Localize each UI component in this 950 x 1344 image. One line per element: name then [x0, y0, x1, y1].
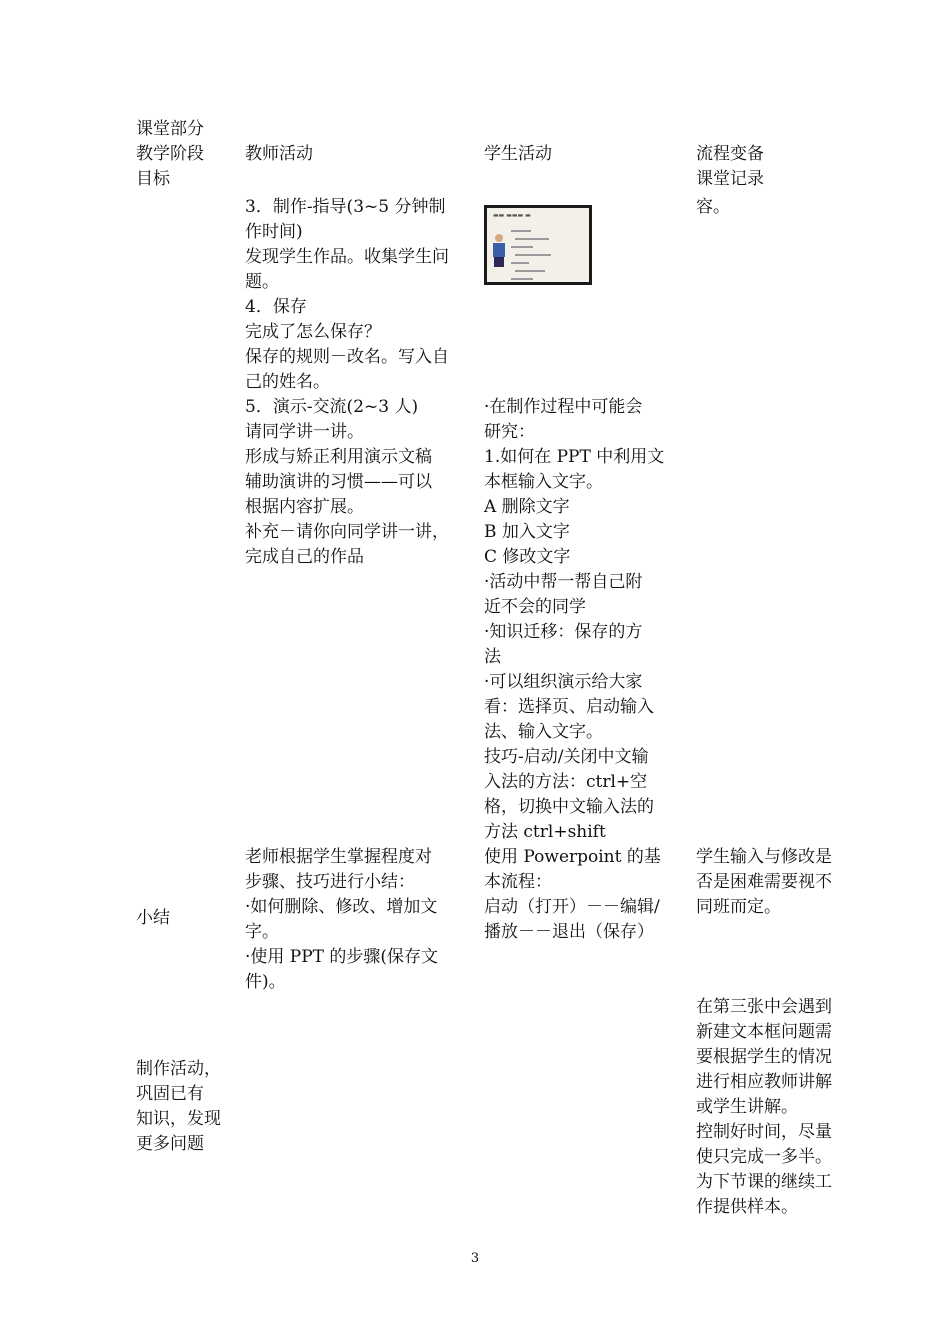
text-line: 知识，发现: [136, 1109, 221, 1129]
text-line: 本流程：: [484, 872, 552, 892]
text-line: 老师根据学生掌握程度对: [245, 847, 432, 867]
text-line: 根据内容扩展。: [245, 497, 364, 517]
row2-note: [696, 845, 856, 920]
text-line: 题。: [245, 272, 279, 292]
text-line: 为下节课的继续工: [696, 1172, 832, 1192]
text-line: 3．制作-指导(3~5 分钟制: [245, 197, 446, 217]
text-line: 本框输入文字。: [484, 472, 603, 492]
row1-student-activity: [484, 395, 684, 845]
text-line: 小结: [136, 908, 170, 928]
text-line: 否是困难需要视不: [696, 872, 832, 892]
text-line: 方法 ctrl+shift: [484, 822, 606, 842]
text-line: 作提供样本。: [696, 1197, 798, 1217]
text-line: 同班而定。: [696, 897, 781, 917]
text-line: 发现学生作品。收集学生问: [245, 247, 449, 267]
row3-stage-goal: [136, 1057, 236, 1157]
text-line: 教师活动: [245, 144, 313, 164]
header-student-activity: [484, 142, 684, 167]
text-line: 或学生讲解。: [696, 1097, 798, 1117]
row2-student-activity: [484, 845, 684, 945]
text-line: 容。: [696, 197, 730, 217]
text-line: 形成与矫正利用演示文稿: [245, 447, 432, 467]
text-line: 件)。: [245, 972, 286, 992]
text-line: 课堂记录: [696, 169, 764, 189]
text-line: 法、输入文字。: [484, 722, 603, 742]
text-line: 要根据学生的情况: [696, 1047, 832, 1067]
text-line: 巩固已有: [136, 1084, 204, 1104]
text-line: 控制好时间，尽量: [696, 1122, 832, 1142]
text-line: 补充－请你向同学讲一讲，: [245, 522, 449, 542]
text-line: 进行相应教师讲解: [696, 1072, 832, 1092]
text-line: 4．保存: [245, 297, 307, 317]
text-line: ·如何删除、修改、增加文: [245, 897, 438, 917]
row1-teacher-activity: [245, 195, 475, 570]
text-line: C 修改文字: [484, 547, 571, 567]
text-line: 课堂部分: [136, 119, 204, 139]
slide-thumbnail-image: [484, 205, 592, 285]
row2-teacher-activity: [245, 845, 475, 995]
text-line: 近不会的同学: [484, 597, 586, 617]
text-line: 研究：: [484, 422, 535, 442]
text-line: 己的姓名。: [245, 372, 330, 392]
page-number: 3: [470, 1251, 480, 1266]
text-line: 格，切换中文输入法的: [484, 797, 654, 817]
header-teacher-activity: [245, 142, 475, 167]
row2-stage: [136, 906, 236, 931]
text-line: ·活动中帮一帮自己附: [484, 572, 643, 592]
text-line: A 删除文字: [484, 497, 570, 517]
text-line: 播放－－退出（保存）: [484, 922, 654, 942]
text-line: ·使用 PPT 的步骤(保存文: [245, 947, 439, 967]
thumbnail-title-mark: ▬▬ ▬▬▬ ▬: [493, 212, 531, 219]
header-col1: [136, 117, 236, 192]
text-line: 辅助演讲的习惯——可以: [245, 472, 432, 492]
person-figure-icon: [492, 234, 506, 270]
text-line: 流程变备: [696, 144, 764, 164]
row3-note: [696, 995, 856, 1220]
text-line: 完成了怎么保存？: [245, 322, 381, 342]
text-line: 完成自己的作品: [245, 547, 364, 567]
text-line: 目标: [136, 169, 170, 189]
text-line: 保存的规则－改名。写入自: [245, 347, 449, 367]
text-line: B 加入文字: [484, 522, 570, 542]
text-line: 学生活动: [484, 144, 552, 164]
text-line: 看：选择页、启动输入: [484, 697, 654, 717]
text-line: 请同学讲一讲。: [245, 422, 364, 442]
text-line: 新建文本框问题需: [696, 1022, 832, 1042]
text-line: ·在制作过程中可能会: [484, 397, 643, 417]
text-line: 1.如何在 PPT 中利用文: [484, 447, 665, 467]
text-line: 在第三张中会遇到: [696, 997, 832, 1017]
header-col4: [696, 142, 856, 192]
text-line: 启动（打开）－－编辑/: [484, 897, 660, 917]
text-line: 入法的方法：ctrl+空: [484, 772, 648, 792]
text-line: 使只完成一多半。: [696, 1147, 832, 1167]
text-line: 作时间): [245, 222, 303, 242]
text-line: 更多问题: [136, 1134, 204, 1154]
text-line: 技巧-启动/关闭中文输: [484, 747, 649, 767]
text-line: 使用 Powerpoint 的基: [484, 847, 661, 867]
row1-note: [696, 195, 856, 220]
text-line: 法: [484, 647, 501, 667]
text-line: 步骤、技巧进行小结：: [245, 872, 415, 892]
text-line: ·知识迁移：保存的方: [484, 622, 643, 642]
text-line: 字。: [245, 922, 279, 942]
text-line: 5．演示-交流(2~3 人): [245, 397, 419, 417]
text-line: 教学阶段: [136, 144, 204, 164]
text-line: 制作活动，: [136, 1059, 221, 1079]
text-line: ·可以组织演示给大家: [484, 672, 643, 692]
text-line: 学生输入与修改是: [696, 847, 832, 867]
